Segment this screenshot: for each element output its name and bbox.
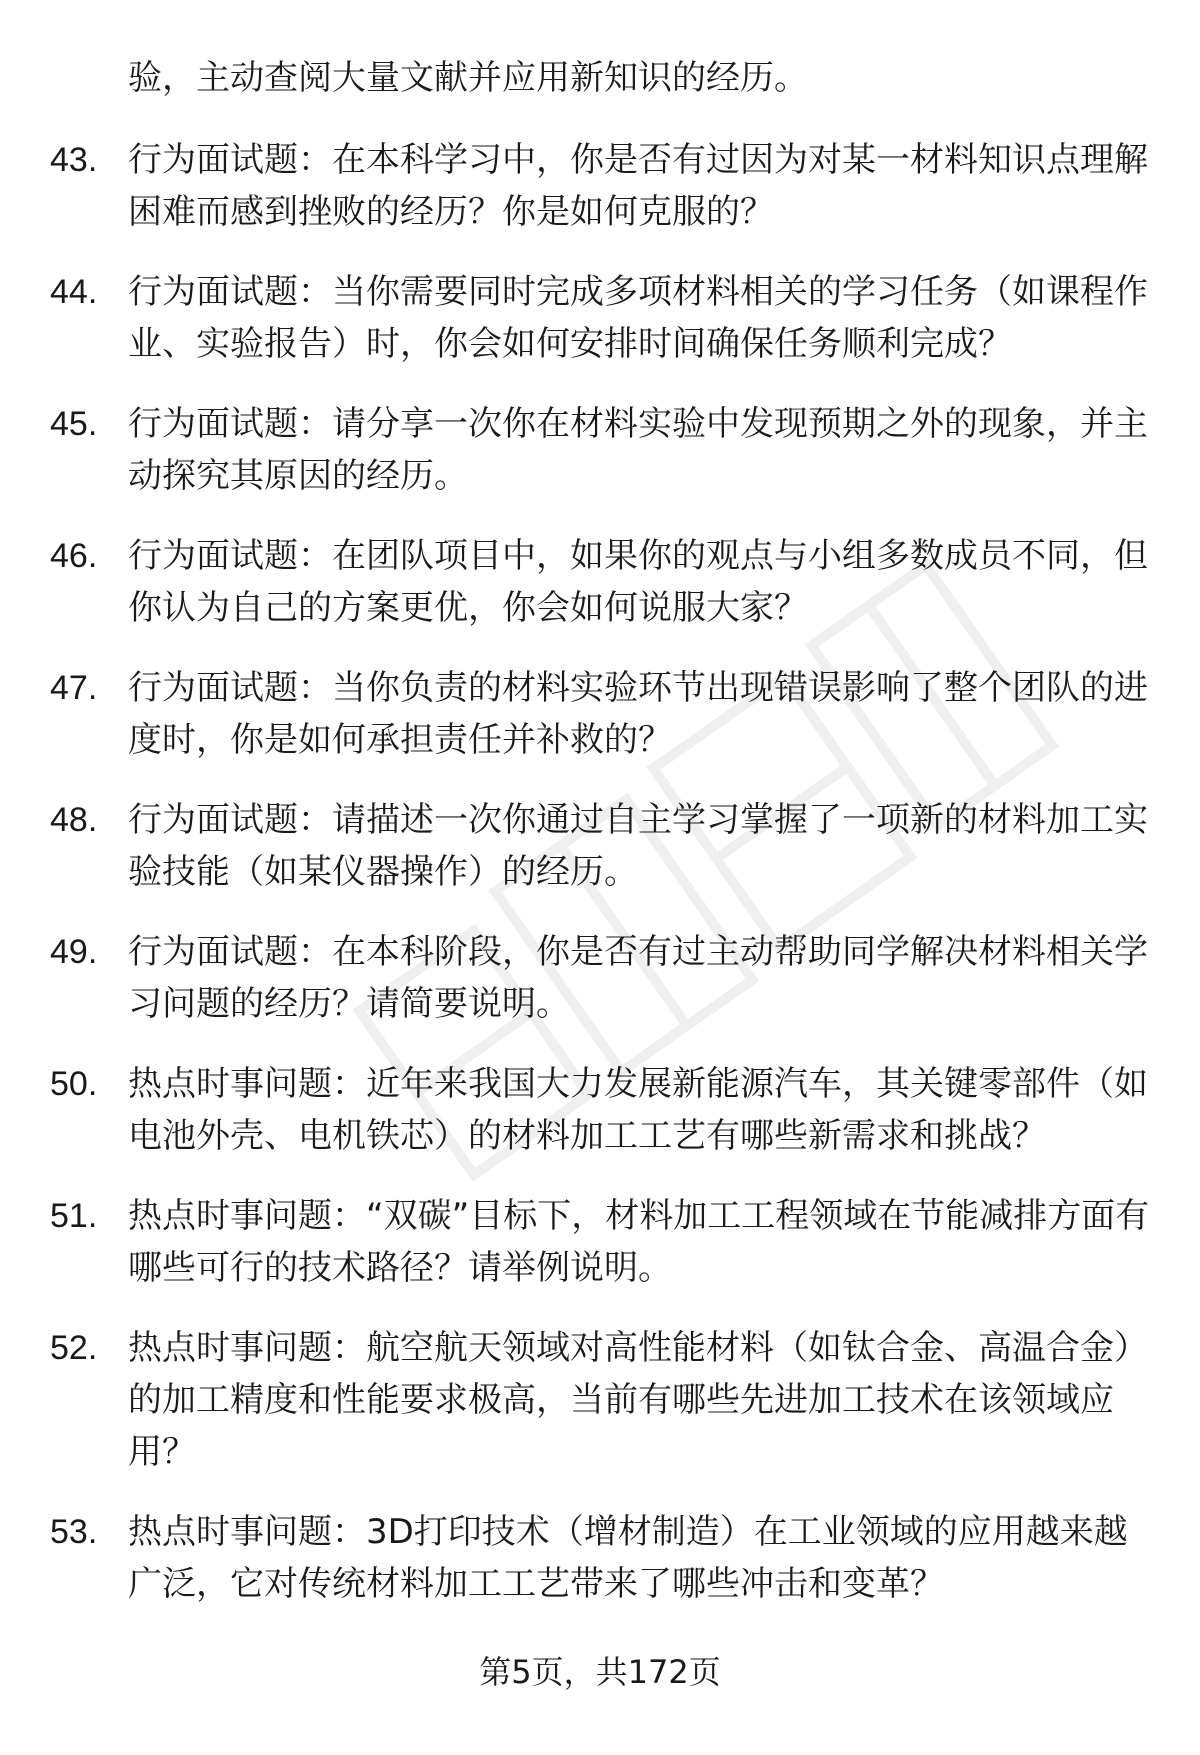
question-number: 52. (50, 1329, 98, 1367)
question-list (0, 134, 1200, 1638)
question-text: 热点时事问题：3D打印技术（增材制造）在工业领域的应用越来越广泛，它对传统材料加工工艺带来了哪些冲击和变革？ (128, 1512, 1128, 1604)
question-text: 行为面试题：在本科阶段，你是否有过主动帮助同学解决材料相关学习问题的经历？请简要说明。 (128, 932, 1148, 1024)
question-text: 热点时事问题：“双碳”目标下，材料加工工程领域在节能减排方面有哪些可行的技术路径？请举例说明。 (128, 1196, 1150, 1288)
list-item (0, 398, 1200, 502)
list-item (0, 662, 1200, 766)
list-item (0, 266, 1200, 370)
question-text: 行为面试题：请分享一次你在材料实验中发现预期之外的现象，并主动探究其原因的经历。 (128, 404, 1148, 496)
question-number: 51. (50, 1197, 98, 1235)
question-number: 44. (50, 273, 98, 311)
list-item (0, 1058, 1200, 1162)
question-number: 46. (50, 537, 98, 575)
question-text: 行为面试题：请描述一次你通过自主学习掌握了一项新的材料加工实验技能（如某仪器操作）的经历。 (128, 800, 1148, 892)
question-number: 50. (50, 1065, 98, 1103)
question-number: 45. (50, 405, 98, 443)
page-footer: 第5页，共172页 (479, 1653, 721, 1691)
continuation-line: 验，主动查阅大量文献并应用新知识的经历。 (128, 58, 808, 98)
question-text: 热点时事问题：航空航天领域对高性能材料（如钛合金、高温合金）的加工精度和性能要求极高，当前有哪些先进加工技术在该领域应用？ (128, 1328, 1148, 1472)
question-number: 48. (50, 801, 98, 839)
list-item (0, 926, 1200, 1030)
question-number: 47. (50, 669, 98, 707)
question-number: 43. (50, 141, 98, 179)
question-number: 49. (50, 933, 98, 971)
question-text: 行为面试题：在团队项目中，如果你的观点与小组多数成员不同，但你认为自己的方案更优，你会如何说服大家？ (128, 536, 1148, 628)
list-item (0, 1322, 1200, 1478)
list-item (0, 1506, 1200, 1610)
list-item (0, 530, 1200, 634)
question-number: 53. (50, 1513, 98, 1551)
question-text: 行为面试题：在本科学习中，你是否有过因为对某一材料知识点理解困难而感到挫败的经历？你是如何克服的？ (128, 140, 1148, 232)
list-item (0, 134, 1200, 238)
question-text: 热点时事问题：近年来我国大力发展新能源汽车，其关键零部件（如电池外壳、电机铁芯）的材料加工工艺有哪些新需求和挑战？ (128, 1064, 1148, 1156)
list-item (0, 794, 1200, 898)
list-item (0, 1190, 1200, 1294)
question-text: 行为面试题：当你负责的材料实验环节出现错误影响了整个团队的进度时，你是如何承担责任并补救的？ (128, 668, 1148, 760)
question-text: 行为面试题：当你需要同时完成多项材料相关的学习任务（如课程作业、实验报告）时，你会如何安排时间确保任务顺利完成？ (128, 272, 1148, 364)
